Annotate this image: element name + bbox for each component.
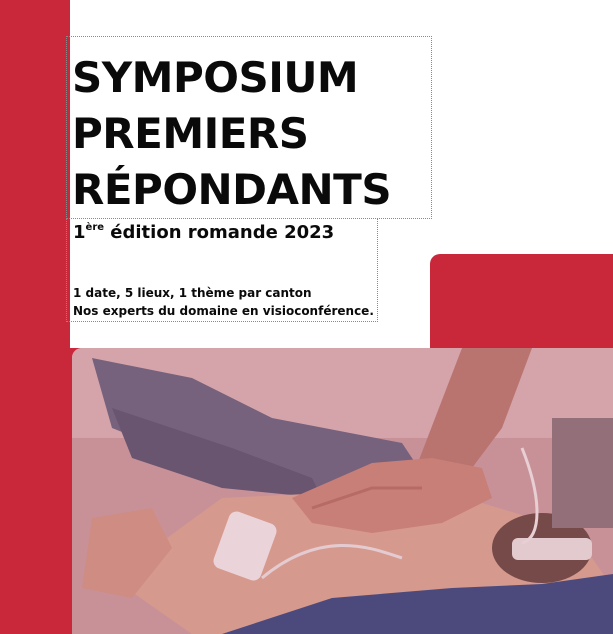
edition-text: édition romande 2023 [104, 222, 335, 243]
title-line-3: RÉPONDANTS [72, 165, 392, 214]
red-tint-overlay [72, 348, 613, 634]
edition-number: 1 [73, 222, 86, 243]
cpr-photo [72, 348, 613, 634]
edition-subtitle [73, 222, 334, 243]
poster-title [72, 50, 391, 218]
event-info [73, 284, 374, 320]
info-line-dates: 1 date, 5 lieux, 1 thème par canton [73, 286, 312, 300]
edition-superscript: ère [85, 222, 105, 233]
info-line-experts: Nos experts du domaine en visioconférence. [73, 304, 374, 318]
title-line-2: PREMIERS [72, 109, 309, 158]
title-line-1: SYMPOSIUM [72, 53, 359, 102]
cpr-illustration [72, 348, 613, 634]
